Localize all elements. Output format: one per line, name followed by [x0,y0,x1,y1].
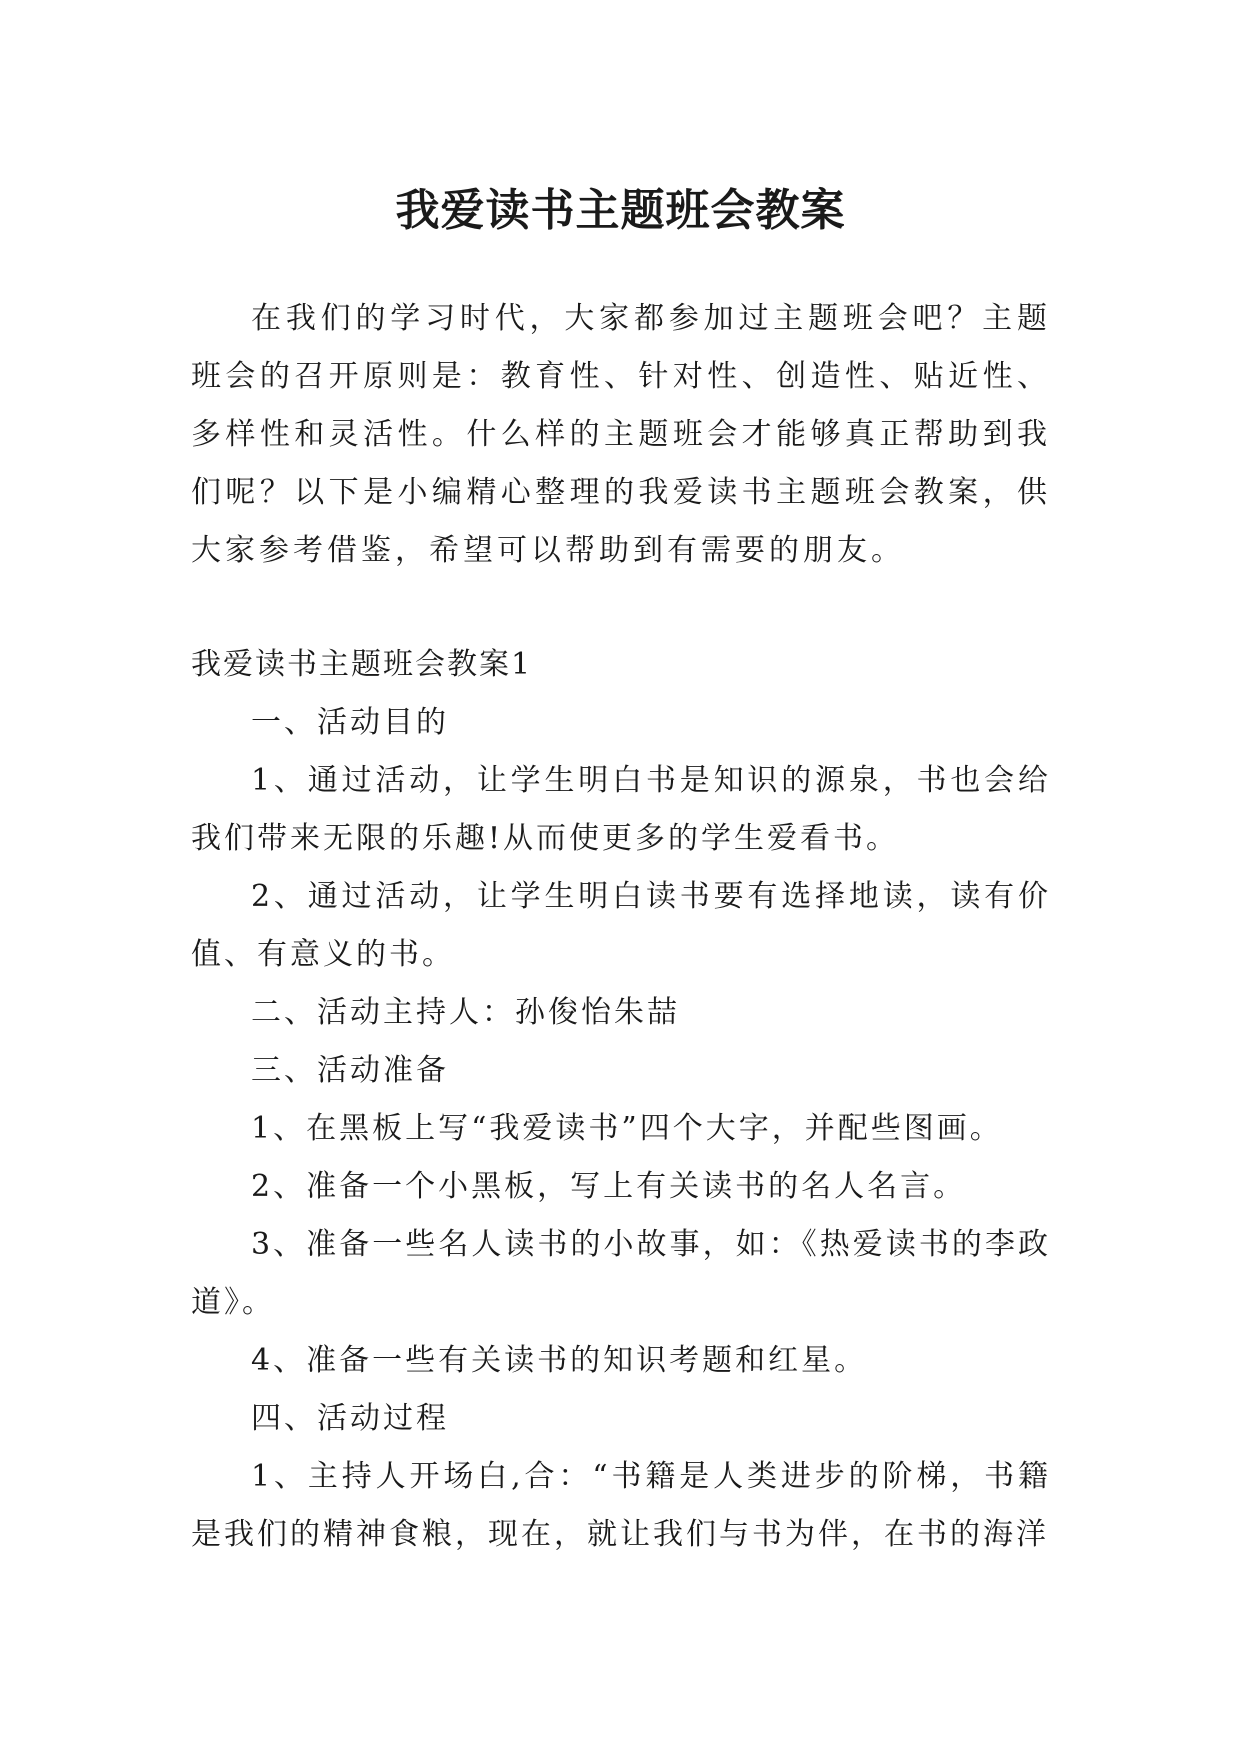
paragraph-goal-2: 2、通过活动，让学生明白读书要有选择地读，读有价值、有意义的书。 [191,879,1051,972]
paragraph-prep-1: 1、在黑板上写“我爱读书”四个大字，并配些图画。 [251,1111,1003,1146]
document-title: 我爱读书主题班会教案 [395,185,846,237]
section-heading: 我爱读书主题班会教案1 [191,647,533,682]
paragraph-process-1: 1、主持人开场白,合：“书籍是人类进步的阶梯，书籍是我们的精神食粮，现在，就让我们与书为伴，在书的海洋 [191,1459,1051,1552]
paragraph-preparation-heading: 三、活动准备 [251,1053,449,1088]
document-body [191,290,1051,1564]
paragraph-activity-goal-heading: 一、活动目的 [251,705,449,740]
paragraph-process-heading: 四、活动过程 [251,1401,449,1436]
paragraph-goal-1: 1、通过活动，让学生明白书是知识的源泉，书也会给我们带来无限的乐趣!从而使更多的学生爱看书。 [191,763,1051,856]
intro-paragraph: 在我们的学习时代，大家都参加过主题班会吧？主题班会的召开原则是：教育性、针对性、创造性、贴近性、多样性和灵活性。什么样的主题班会才能够真正帮助到我们呢？以下是小编精心整理的我爱读书主题班会教案，供大家参考借鉴，希望可以帮助到有需要的朋友。 [191,301,1051,568]
paragraph-host: 二、活动主持人：孙俊怡朱喆 [251,995,680,1030]
paragraph-prep-3: 3、准备一些名人读书的小故事，如：《热爱读书的李政道》。 [191,1227,1051,1320]
spacer [191,580,1051,636]
paragraph-prep-2: 2、准备一个小黑板，写上有关读书的名人名言。 [251,1169,967,1204]
paragraph-prep-4: 4、准备一些有关读书的知识考题和红星。 [251,1343,868,1378]
